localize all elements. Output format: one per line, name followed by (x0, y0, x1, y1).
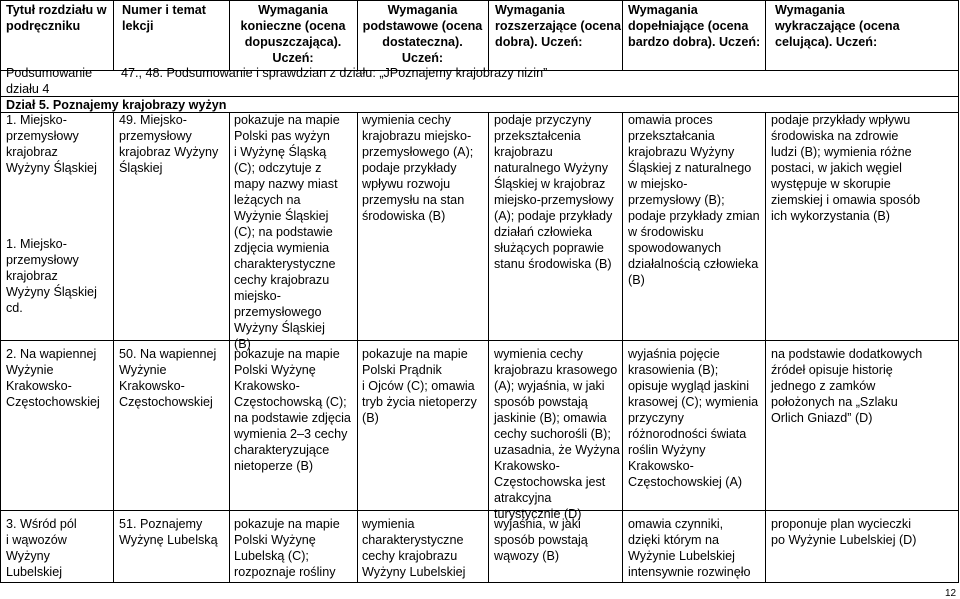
requirements-fundamental-c: wymienia charakterystyczne cechy krajobrazu Wyżyny Lubelskiej (362, 517, 466, 579)
requirements-basic-a: pokazuje na mapie Polski pas wyżyn i Wyżynę Śląską (C); odczytuje z mapy nazwy miast leżących na Wyżynie Śląskiej (C); na podstawie zdjęcia wymienia charakterystyczne cechy krajobrazu miejsko- przemysłowego Wyżyny Śląskiej (B) (234, 113, 340, 351)
lesson-50: 50. Na wapiennej Wyżynie Krakowsko- Częstochowskiej (119, 347, 217, 409)
column-divider (488, 0, 489, 70)
column-divider (622, 112, 623, 583)
header-grade-3: Wymagania podstawowe (ocena dostateczna). Uczeń: (362, 3, 483, 65)
table-border-left (0, 0, 1, 583)
requirements-complementary-c: omawia czynniki, dzięki którym na Wyżynie Lubelskiej intensywnie rozwinęło (628, 517, 751, 579)
lesson-51: 51. Poznajemy Wyżynę Lubelską (119, 517, 218, 547)
header-grade-4: Wymagania rozszerzające (ocena dobra). Uczeń: (495, 3, 621, 49)
lesson-49: 49. Miejsko- przemysłowy krajobraz Wyżyny Śląskiej (119, 113, 219, 175)
row-divider (0, 340, 959, 341)
header-grade-5: Wymagania dopełniające (ocena bardzo dobra). Uczeń: (628, 3, 761, 49)
summary-row-text: 47., 48. Podsumowanie i sprawdzian z działu: „JPoznajemy krajobrazy nizin” (121, 66, 548, 80)
requirements-complementary-b: wyjaśnia pojęcie krasowienia (B); opisuje wygląd jaskini krasowej (C); wymienia przyczyny różnorodności świata roślin Wyżyny Krakowsko- Częstochowskiej (A) (628, 347, 759, 489)
requirements-basic-b: pokazuje na mapie Polski Wyżynę Krakowsko- Częstochowską (C); na podstawie zdjęcia wymienia 2–3 cechy charakteryzujące nietoperze (B) (234, 347, 351, 473)
column-divider (113, 112, 114, 583)
chapter-topic-3: 3. Wśród pól i wąwozów Wyżyny Lubelskiej (6, 517, 77, 579)
row-divider (0, 510, 959, 511)
header-grade-6: Wymagania wykraczające (ocena celująca). Uczeń: (775, 3, 900, 49)
table-border-bottom (0, 582, 959, 583)
column-divider (765, 0, 766, 70)
column-divider (488, 112, 489, 583)
requirements-extended-b: wymienia cechy krajobrazu krasowego (A); wyjaśnia, w jaki sposób powstają jaskinie (B); omawia cechy suchorośli (B); uzasadnia, że Wyżyna Krakowsko- Częstochowska jest atrakcyjna turystycznie (D) (494, 347, 620, 521)
column-divider (229, 112, 230, 583)
requirements-fundamental-b: pokazuje na mapie Polski Prądnik i Ojców (C); omawia tryb życia nietoperzy (B) (362, 347, 477, 425)
summary-row-label: Podsumowanie działu 4 (6, 66, 93, 96)
requirements-exceeding-b: na podstawie dodatkowych źródeł opisuje historię jednego z zamków położonych na „Szlaku Orlich Gniazd” (D) (771, 347, 923, 425)
header-chapter-title: Tytuł rozdziału w podręczniku (6, 3, 107, 33)
requirements-fundamental-a: wymienia cechy krajobrazu miejsko- przemysłowego (A); podaje przykłady wpływu rozwoju przemysłu na stan środowiska (B) (362, 113, 474, 223)
requirements-basic-c: pokazuje na mapie Polski Wyżynę Lubelską (C); rozpoznaje rośliny (234, 517, 340, 579)
chapter-topic-1-continued: 1. Miejsko- przemysłowy krajobraz Wyżyny Śląskiej cd. (6, 237, 97, 315)
requirements-extended-a: podaje przyczyny przekształcenia krajobrazu naturalnego Wyżyny Śląskiej w krajobraz miejsko-przemysłowy (A); podaje przykłady działań człowieka służących poprawie stanu środowiska (B) (494, 113, 614, 271)
requirements-exceeding-c: proponuje plan wycieczki po Wyżynie Lubelskiej (D) (771, 517, 917, 547)
column-divider (765, 112, 766, 583)
page-number: 12 (945, 588, 957, 599)
section-title: Dział 5. Poznajemy krajobrazy wyżyn (6, 98, 227, 112)
table-border-right (958, 0, 959, 583)
column-divider (113, 0, 114, 70)
chapter-topic-1: 1. Miejsko- przemysłowy krajobraz Wyżyny Śląskiej (6, 113, 97, 175)
table-border-top (0, 0, 959, 1)
requirements-extended-c: wyjaśnia, w jaki sposób powstają wąwozy (B) (494, 517, 588, 563)
column-divider (357, 112, 358, 583)
requirements-complementary-a: omawia proces przekształcania krajobrazu Wyżyny Śląskiej z naturalnego w miejsko- przemysłowy (B); podaje przykłady zmian w środowisku spowodowanych działalnością człowieka (B) (628, 113, 760, 287)
requirements-exceeding-a: podaje przykłady wpływu środowiska na zdrowie ludzi (B); wymienia różne postaci, w jakich węgiel występuje w skorupie ziemskiej i omawia sposób ich wykorzystania (B) (771, 113, 921, 223)
header-lesson: Numer i temat lekcji (122, 3, 206, 33)
column-divider (622, 0, 623, 70)
header-grade-2: Wymagania konieczne (ocena dopuszczająca). Uczeń: (240, 3, 346, 65)
chapter-topic-2: 2. Na wapiennej Wyżynie Krakowsko- Częstochowskiej (6, 347, 100, 409)
